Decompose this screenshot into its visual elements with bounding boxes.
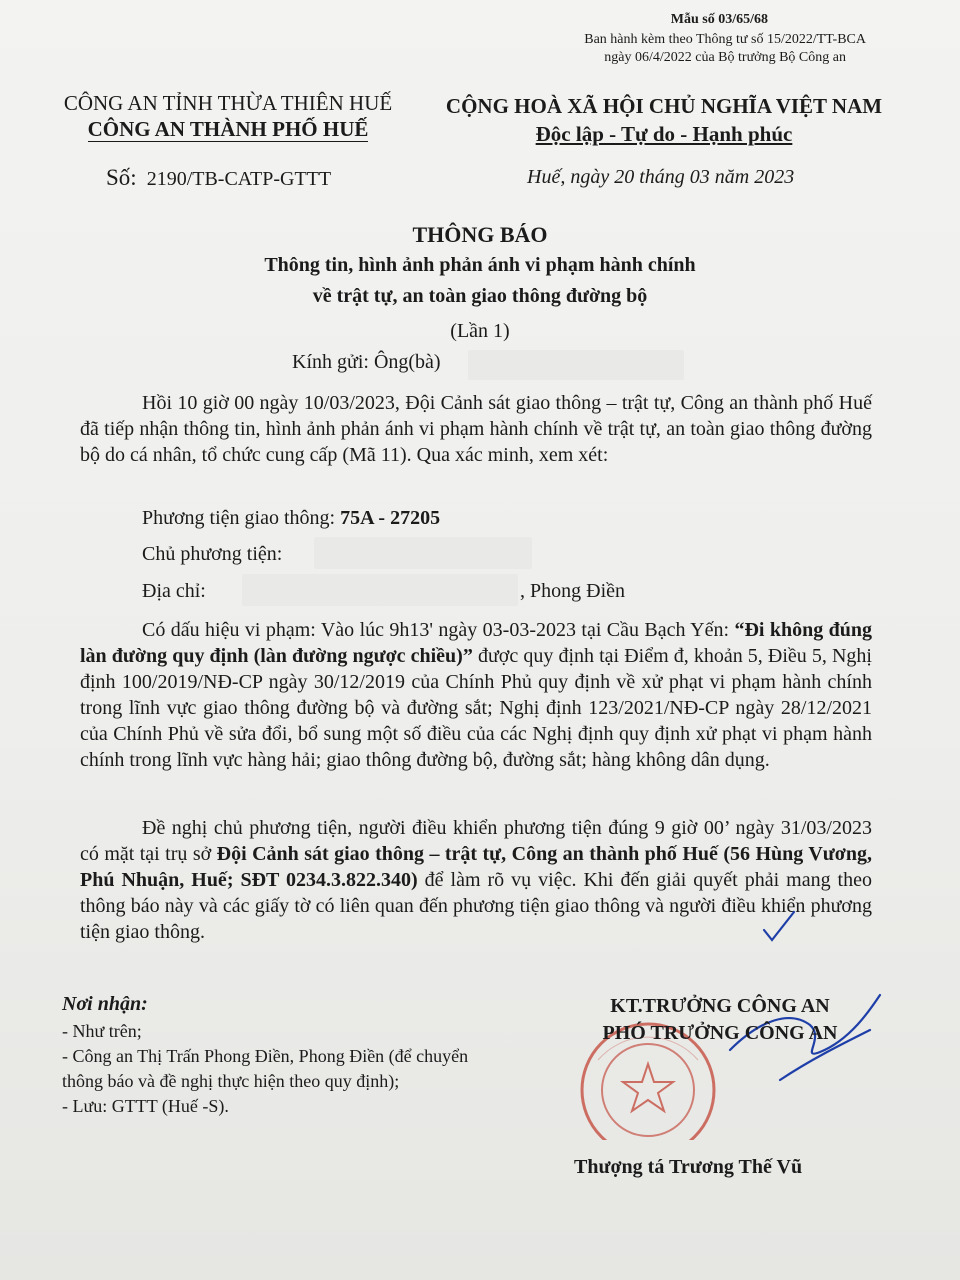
- place-date: Huế, ngày 20 tháng 03 năm 2023: [527, 166, 795, 188]
- redacted-owner: [314, 537, 532, 569]
- edition: (Lần 1): [450, 320, 510, 342]
- initial-tick-mark: [760, 908, 800, 948]
- number-label: Số:: [106, 165, 137, 190]
- address-label: Địa chỉ:: [142, 580, 206, 602]
- recipient-item: - Lưu: GTTT (Huế -S).: [62, 1096, 229, 1116]
- violation-description: “Đi không đúng làn đường quy định (làn đường ngược chiều)”: [80, 619, 872, 667]
- vehicle-plate: 75A - 27205: [340, 507, 441, 529]
- violation-legal-basis: được quy định tại Điểm đ, khoản 5, Điều 5, Nghị định 100/2019/NĐ-CP ngày 30/12/2019 của Chính Phủ quy định về xử phạt vi phạm hành chính trong lĩnh vực giao thông đường bộ và đường sắt; Nghị định 123/2021/NĐ-CP ngày 28/12/2021 của Chính Phủ về sửa đổi, bổ sung một số điều của các Nghị định quy định xử phạt vi phạm hành chính trong lĩnh vực hàng hải; giao thông đường bộ, đường sắt; hàng không dân dụng.: [80, 645, 872, 771]
- signature-block: [560, 993, 880, 1047]
- form-number: Mẫu số 03/65/68: [670, 12, 768, 27]
- violation-lead: Có dấu hiệu vi phạm: Vào lúc 9h13' ngày 03-03-2023 tại Cầu Bạch Yến:: [142, 619, 735, 641]
- paragraph-intro: Hồi 10 giờ 00 ngày 10/03/2023, Đội Cảnh sát giao thông – trật tự, Công an thành phố Huế đã tiếp nhận thông tin, hình ảnh phản ánh vi phạm hành chính về trật tự, an toàn giao thông đường bộ do cá nhân, tổ chức cung cấp (Mã 11). Qua xác minh, xem xét:: [80, 392, 872, 466]
- recipients-block: [62, 992, 492, 1119]
- subtitle-line2: về trật tự, an toàn giao thông đường bộ: [312, 285, 648, 307]
- request-place: Đội Cảnh sát giao thông – trật tự, Công an thành phố Huế (56 Hùng Vương, Phú Nhuận, Huế; SĐT 0234.3.822.340): [80, 843, 872, 891]
- address-suffix: , Phong Điền: [520, 580, 625, 602]
- paragraph-violation: [80, 617, 872, 773]
- vehicle-line: [142, 505, 440, 531]
- national-motto: Độc lập - Tự do - Hạnh phúc: [535, 122, 793, 146]
- signature-title-line2: PHÓ TRƯỞNG CÔNG AN: [602, 1022, 838, 1044]
- country-name: CỘNG HOÀ XÃ HỘI CHỦ NGHĨA VIỆT NAM: [445, 94, 883, 118]
- recipients-title: Nơi nhận:: [62, 993, 148, 1015]
- agency-header: [48, 90, 408, 142]
- recipient-item: - Công an Thị Trấn Phong Điền, Phong Điền (để chuyển thông báo và đề nghị thực hiện theo quy định);: [62, 1046, 469, 1091]
- redacted-name: [468, 350, 684, 380]
- subtitle-line1: Thông tin, hình ảnh phản ánh vi phạm hành chính: [264, 254, 696, 276]
- signature-title-line1: KT.TRƯỞNG CÔNG AN: [610, 995, 830, 1017]
- document-title: THÔNG BÁO: [412, 222, 548, 247]
- recipient-item: - Như trên;: [62, 1021, 142, 1041]
- owner-label: Chủ phương tiện:: [142, 543, 283, 565]
- recipient-salutation: Kính gửi: Ông(bà): [292, 351, 441, 373]
- form-ref-line1: Ban hành kèm theo Thông tư số 15/2022/TT-BCA: [584, 32, 866, 47]
- document-number: [106, 165, 331, 191]
- form-ref-line2: ngày 06/4/2022 của Bộ trưởng Bộ Công an: [604, 50, 846, 65]
- agency-province: CÔNG AN TỈNH THỪA THIÊN HUẾ: [63, 91, 393, 115]
- signer-name: Thượng tá Trương Thế Vũ: [574, 1156, 803, 1178]
- paragraph-request: [80, 815, 872, 945]
- request-lead: Đề nghị chủ phương tiện, người điều khiển phương tiện đúng 9 giờ 00’ ngày 31/03/2023 có mặt tại trụ sở: [80, 817, 872, 865]
- national-header: [438, 92, 890, 148]
- request-rest: để làm rõ vụ việc. Khi đến giải quyết phải mang theo thông báo này và các giấy tờ có liên quan đến phương tiện giao thông và người điều khiển phương tiện giao thông.: [80, 869, 872, 943]
- redacted-address: [242, 574, 518, 606]
- number-value: 2190/TB-CATP-GTTT: [146, 168, 332, 190]
- agency-city: CÔNG AN THÀNH PHỐ HUẾ: [87, 117, 369, 141]
- form-reference: [584, 31, 866, 67]
- vehicle-label: Phương tiện giao thông:: [142, 507, 336, 529]
